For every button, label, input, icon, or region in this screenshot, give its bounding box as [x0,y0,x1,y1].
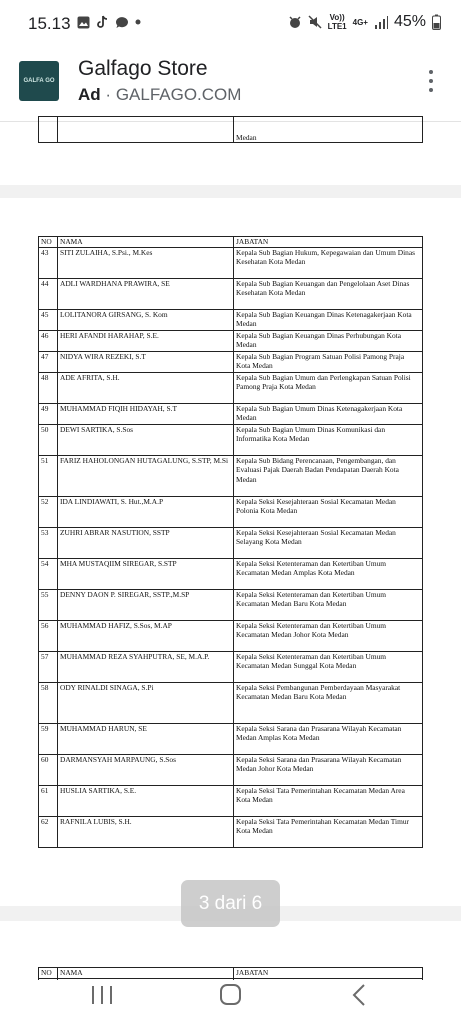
document-page [0,198,461,906]
header-jabatan: JABATAN [234,968,423,979]
header-jabatan: JABATAN [234,237,423,248]
cell-no: 43 [39,247,58,278]
gallery-icon [77,16,90,29]
table-row [39,723,423,754]
cell-no: 61 [39,785,58,816]
cell-jabatan: Kepala Sub Bagian Keuangan dan Pengelolaan Aset Dinas Kesehatan Kota Medan [234,278,423,309]
cell-nama [58,117,234,143]
more-dot-icon [429,70,433,74]
cell-nama: IDA LINDIAWATI, S. Hut.,M.A.P [58,496,234,527]
cell-nama: ZUHRI ABRAR NASUTION, SSTP [58,527,234,558]
recent-bar-icon [92,986,94,1004]
document-viewer[interactable] [0,122,461,980]
table-row [39,455,423,496]
cell-no: 44 [39,278,58,309]
status-time: 15.13 [28,14,71,33]
cell-nama: RAFNILA LUBIS, S.H. [58,816,234,847]
cell-no: 52 [39,496,58,527]
cell-no: 47 [39,351,58,372]
recent-apps-button[interactable] [92,986,112,1004]
previous-page-table [38,116,423,143]
signal-icon [374,15,388,29]
cell-nama: HUSLIA SARTIKA, S.E. [58,785,234,816]
cell-no: 55 [39,589,58,620]
previous-page [0,122,461,185]
cell-nama: DEWI SARTIKA, S.Sos [58,424,234,455]
cell-jabatan: Kepala Sub Bagian Keuangan Dinas Ketenagakerjaan Kota Medan [234,309,423,330]
navigation-bar [0,980,461,1024]
dot-icon [135,19,141,25]
cell-jabatan: Kepala Seksi Sarana dan Prasarana Wilayah Kecamatan Medan Johor Kota Medan [234,754,423,785]
app-header [0,44,461,122]
cell-no: 51 [39,455,58,496]
cell-jabatan: Kepala Seksi Tata Pemerintahan Kecamatan Medan Area Kota Medan [234,785,423,816]
cell-no: 60 [39,754,58,785]
table-row [39,816,423,847]
cell-jabatan: Kepala Sub Bagian Program Satuan Polisi Pamong Praja Kota Medan [234,351,423,372]
cell-jabatan [234,117,423,143]
cell-nama: DARMANSYAH MARPAUNG, S.Sos [58,754,234,785]
mute-icon [308,15,322,29]
cell-nama: MHA MUSTAQIIM SIREGAR, S.STP [58,558,234,589]
cell-nama: MUHAMMAD HAFIZ, S.Sos, M.AP [58,620,234,651]
cell-jabatan: Kepala Seksi Tata Pemerintahan Kecamatan Medan Timur Kota Medan [234,816,423,847]
next-page [0,921,461,981]
cell-nama: MUHAMMAD REZA SYAHPUTRA, SE, M.A.P. [58,651,234,682]
cell-no: 48 [39,372,58,403]
table-row [39,278,423,309]
table-row [39,372,423,403]
header-nama: NAMA [58,968,234,979]
cell-no: 45 [39,309,58,330]
cell-no: 56 [39,620,58,651]
tiktok-icon [96,15,109,29]
status-system-icons [288,13,441,31]
table-row [39,247,423,278]
cell-jabatan: Kepala Sub Bagian Umum Dinas Komunikasi dan Informatika Kota Medan [234,424,423,455]
cell-nama: ADE AFRITA, S.H. [58,372,234,403]
employee-table [38,236,423,848]
cell-no [39,117,58,143]
cell-no: 59 [39,723,58,754]
lte-label: LTE1 [327,22,347,31]
separator: · [105,85,112,104]
cell-nama: SITI ZULAIHA, S.Psi., M.Kes [58,247,234,278]
cell-no: 54 [39,558,58,589]
cell-nama: MUHAMMAD FIQIH HIDAYAH, S.T [58,403,234,424]
cell-jabatan: Kepala Sub Bagian Umum Dinas Ketenagakerjaan Kota Medan [234,403,423,424]
table-row [39,651,423,682]
table-row [39,785,423,816]
table-row [39,424,423,455]
table-row [39,403,423,424]
ad-line [78,85,241,105]
cell-nama: MUHAMMAD HARUN, SE [58,723,234,754]
header-nama: NAMA [58,237,234,248]
recent-bar-icon [101,986,103,1004]
table-header-row [39,968,423,979]
cell-no: 57 [39,651,58,682]
status-bar [0,0,461,44]
cell-no: 49 [39,403,58,424]
cell-jabatan: Kepala Sub Bagian Hukum, Kepegawaian dan Umum Dinas Kesehatan Kota Medan [234,247,423,278]
table-row [39,754,423,785]
battery-percent: 45% [393,13,426,30]
volte-label: Vo)) [329,13,345,22]
table-row [39,330,423,351]
recent-bar-icon [110,986,112,1004]
cell-nama: ADLI WARDHANA PRAWIRA, SE [58,278,234,309]
cell-jabatan: Kepala Seksi Kesejahteraan Sosial Kecamatan Medan Polonia Kota Medan [234,496,423,527]
cell-no: 53 [39,527,58,558]
header-no: NO [39,968,58,979]
cell-jabatan: Kepala Seksi Ketenteraman dan Ketertiban Umum Kecamatan Medan Amplas Kota Medan [234,558,423,589]
cell-jabatan: Kepala Sub Bagian Keuangan Dinas Perhubungan Kota Medan [234,330,423,351]
page-indicator: 3 dari 6 [181,880,280,927]
cell-jabatan: Kepala Sub Bagian Umum dan Perlengkapan Satuan Polisi Pamong Praja Kota Medan [234,372,423,403]
cell-nama: DENNY DAON P. SIREGAR, SSTP.,M.SP [58,589,234,620]
cell-no: 46 [39,330,58,351]
domain-link[interactable]: GALFAGO.COM [115,85,242,104]
galfago-logo[interactable]: GALFA GO [19,61,59,101]
status-notification-icons [77,15,141,29]
cell-no: 50 [39,424,58,455]
cell-no: 62 [39,816,58,847]
cell-jabatan: Kepala Sub Bidang Perencanaan, Pengembangan, dan Evaluasi Pajak Daerah Badan Pendapatan Daerah Kota Medan [234,455,423,496]
more-dot-icon [429,88,433,92]
cell-nama: NIDYA WIRA REZEKI, S.T [58,351,234,372]
ad-label: Ad [78,85,101,104]
table-row [39,309,423,330]
alarm-icon [288,15,302,29]
message-icon [115,16,129,29]
cell-nama: ODY RINALDI SINAGA, S.Pi [58,682,234,723]
page-title: Galfago Store [78,57,208,80]
table-row [39,527,423,558]
cell-no: 58 [39,682,58,723]
more-options-button[interactable] [427,70,435,92]
cell-nama: LOLITANORA GIRSANG, S. Kom [58,309,234,330]
table-row [39,496,423,527]
header-no: NO [39,237,58,248]
volte-indicator [328,13,347,31]
cell-jabatan: Kepala Seksi Ketenteraman dan Ketertiban Umum Kecamatan Medan Sunggal Kota Medan [234,651,423,682]
cell-nama: FARIZ HAHOLONGAN HUTAGALUNG, S.STP, M.Si [58,455,234,496]
cell-jabatan: Kepala Seksi Pembangunan Pemberdayaan Masyarakat Kecamatan Medan Baru Kota Medan [234,682,423,723]
table-header-row [39,237,423,248]
table-row [39,682,423,723]
cell-nama: HERI AFANDI HARAHAP, S.E. [58,330,234,351]
cell-jabatan: Kepala Seksi Ketenteraman dan Ketertiban Umum Kecamatan Medan Baru Kota Medan [234,589,423,620]
table-row [39,351,423,372]
table-row [39,117,423,143]
table-row [39,589,423,620]
table-row [39,558,423,589]
cell-jabatan: Kepala Seksi Kesejahteraan Sosial Kecamatan Medan Selayang Kota Medan [234,527,423,558]
back-button[interactable] [352,984,366,1006]
home-button[interactable] [220,984,241,1005]
jabatan-text: Medan [236,132,257,142]
cell-jabatan: Kepala Seksi Ketenteraman dan Ketertiban Umum Kecamatan Medan Johor Kota Medan [234,620,423,651]
cell-jabatan: Kepala Seksi Sarana dan Prasarana Wilayah Kecamatan Medan Amplas Kota Medan [234,723,423,754]
network-type: 4G+ [352,17,368,27]
table-row [39,620,423,651]
more-dot-icon [429,79,433,83]
battery-icon [432,14,441,30]
